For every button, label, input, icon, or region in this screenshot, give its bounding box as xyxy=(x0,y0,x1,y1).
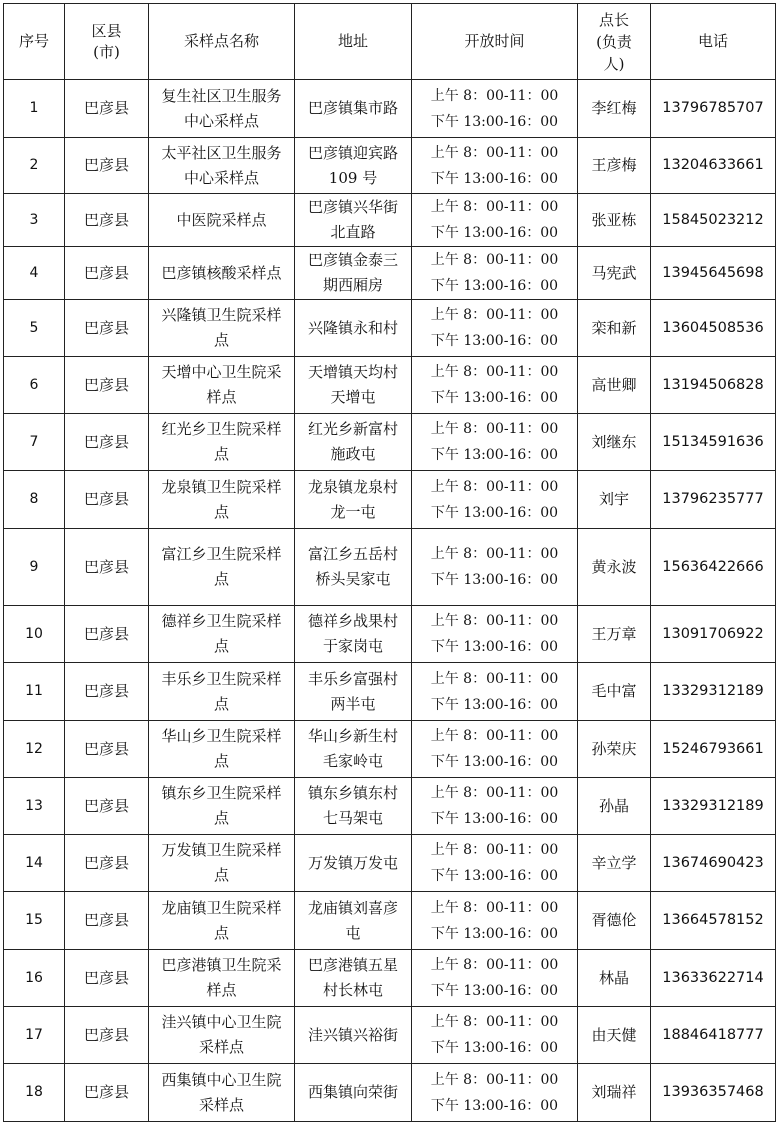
open-time-morning: 上午 8：00-11：00 xyxy=(430,1014,559,1030)
open-time-morning: 上午 8：00-11：00 xyxy=(430,87,559,104)
table-row xyxy=(4,606,776,663)
row-index: 16 xyxy=(4,950,65,1007)
row-index: 15 xyxy=(4,892,65,950)
row-open-time xyxy=(412,529,578,606)
row-phone: 13329312189 xyxy=(651,778,776,835)
header-open-time: 开放时间 xyxy=(412,4,578,80)
row-address: 龙庙镇刘喜彦屯 xyxy=(295,892,412,950)
row-site-name: 兴隆镇卫生院采样点 xyxy=(149,300,295,357)
table-row xyxy=(4,357,776,414)
row-district: 巴彦县 xyxy=(65,471,149,529)
open-time-afternoon: 下午 13:00-16：00 xyxy=(430,572,559,588)
row-site-name: 龙泉镇卫生院采样点 xyxy=(149,471,295,529)
open-time-morning: 上午 8：00-11：00 xyxy=(430,728,559,744)
row-index: 9 xyxy=(4,529,65,606)
row-leader: 刘继东 xyxy=(578,414,651,471)
row-phone: 13633622714 xyxy=(651,950,776,1007)
open-time-afternoon: 下午 13:00-16：00 xyxy=(430,333,559,349)
open-time-morning: 上午 8：00-11：00 xyxy=(430,842,559,858)
row-site-name: 富江乡卫生院采样点 xyxy=(149,529,295,606)
row-phone: 15246793661 xyxy=(651,721,776,778)
row-district: 巴彦县 xyxy=(65,194,149,247)
row-district: 巴彦县 xyxy=(65,778,149,835)
table-row xyxy=(4,1007,776,1064)
row-address: 洼兴镇兴裕街 xyxy=(295,1007,412,1064)
table-body xyxy=(4,80,776,1122)
row-index: 1 xyxy=(4,80,65,138)
row-index: 18 xyxy=(4,1064,65,1122)
row-district: 巴彦县 xyxy=(65,663,149,721)
row-open-time xyxy=(412,357,578,414)
row-open-time xyxy=(412,414,578,471)
open-time-morning: 上午 8：00-11：00 xyxy=(430,478,559,495)
open-time-morning: 上午 8：00-11：00 xyxy=(430,364,559,380)
open-time-afternoon: 下午 13:00-16：00 xyxy=(430,925,559,942)
row-phone: 13329312189 xyxy=(651,663,776,721)
row-district: 巴彦县 xyxy=(65,80,149,138)
header-row xyxy=(4,4,776,80)
table-row xyxy=(4,138,776,194)
row-site-name: 红光乡卫生院采样点 xyxy=(149,414,295,471)
open-time-afternoon: 下午 13:00-16：00 xyxy=(430,1097,559,1114)
row-site-name: 中医院采样点 xyxy=(149,194,295,247)
row-leader: 王彦梅 xyxy=(578,138,651,194)
sampling-sites-sheet xyxy=(3,3,775,1122)
row-district: 巴彦县 xyxy=(65,892,149,950)
row-index: 8 xyxy=(4,471,65,529)
open-time-afternoon: 下午 13:00-16：00 xyxy=(430,113,559,130)
row-index: 5 xyxy=(4,300,65,357)
row-site-name: 巴彦镇核酸采样点 xyxy=(149,247,295,300)
row-district: 巴彦县 xyxy=(65,529,149,606)
table-row xyxy=(4,835,776,892)
open-time-morning: 上午 8：00-11：00 xyxy=(430,899,559,916)
row-index: 4 xyxy=(4,247,65,300)
open-time-morning: 上午 8：00-11：00 xyxy=(430,613,559,629)
open-time-afternoon: 下午 13:00-16：00 xyxy=(430,504,559,521)
row-open-time xyxy=(412,835,578,892)
row-phone: 13796235777 xyxy=(651,471,776,529)
open-time-morning: 上午 8：00-11：00 xyxy=(430,546,559,562)
header-district: 区县 (市) xyxy=(65,4,149,80)
row-leader: 毛中富 xyxy=(578,663,651,721)
row-leader: 王万章 xyxy=(578,606,651,663)
table-row xyxy=(4,194,776,247)
row-site-name: 洼兴镇中心卫生院采样点 xyxy=(149,1007,295,1064)
table-row xyxy=(4,300,776,357)
row-address: 巴彦镇集市路 xyxy=(295,80,412,138)
row-index: 11 xyxy=(4,663,65,721)
row-phone: 15845023212 xyxy=(651,194,776,247)
row-leader: 张亚栋 xyxy=(578,194,651,247)
row-phone: 13945645698 xyxy=(651,247,776,300)
row-open-time xyxy=(412,300,578,357)
row-leader: 刘瑞祥 xyxy=(578,1064,651,1122)
row-phone: 13664578152 xyxy=(651,892,776,950)
row-phone: 13674690423 xyxy=(651,835,776,892)
open-time-afternoon: 下午 13:00-16：00 xyxy=(430,696,559,713)
row-open-time xyxy=(412,471,578,529)
header-site-name: 采样点名称 xyxy=(149,4,295,80)
row-open-time xyxy=(412,247,578,300)
open-time-afternoon: 下午 13:00-16：00 xyxy=(430,754,559,770)
row-open-time xyxy=(412,138,578,194)
row-index: 17 xyxy=(4,1007,65,1064)
header-leader: 点长 (负责 人) xyxy=(578,4,651,80)
row-address: 兴隆镇永和村 xyxy=(295,300,412,357)
open-time-morning: 上午 8：00-11：00 xyxy=(430,670,559,687)
row-leader: 辛立学 xyxy=(578,835,651,892)
row-leader: 胥德伦 xyxy=(578,892,651,950)
row-site-name: 龙庙镇卫生院采样点 xyxy=(149,892,295,950)
row-district: 巴彦县 xyxy=(65,835,149,892)
open-time-afternoon: 下午 13:00-16：00 xyxy=(430,170,559,187)
row-address: 巴彦镇金泰三期西厢房 xyxy=(295,247,412,300)
row-open-time xyxy=(412,778,578,835)
row-phone: 18846418777 xyxy=(651,1007,776,1064)
open-time-morning: 上午 8：00-11：00 xyxy=(430,957,559,973)
row-district: 巴彦县 xyxy=(65,414,149,471)
row-address: 巴彦港镇五星村长林屯 xyxy=(295,950,412,1007)
open-time-afternoon: 下午 13:00-16：00 xyxy=(430,639,559,655)
row-site-name: 巴彦港镇卫生院采样点 xyxy=(149,950,295,1007)
row-index: 14 xyxy=(4,835,65,892)
row-district: 巴彦县 xyxy=(65,721,149,778)
row-district: 巴彦县 xyxy=(65,357,149,414)
row-address: 镇东乡镇东村七马架屯 xyxy=(295,778,412,835)
table-row xyxy=(4,80,776,138)
row-address: 华山乡新生村毛家岭屯 xyxy=(295,721,412,778)
table-row xyxy=(4,950,776,1007)
open-time-afternoon: 下午 13:00-16：00 xyxy=(430,447,559,463)
row-district: 巴彦县 xyxy=(65,247,149,300)
row-index: 10 xyxy=(4,606,65,663)
row-site-name: 万发镇卫生院采样点 xyxy=(149,835,295,892)
open-time-afternoon: 下午 13:00-16：00 xyxy=(430,390,559,406)
row-leader: 孙荣庆 xyxy=(578,721,651,778)
row-leader: 刘宇 xyxy=(578,471,651,529)
row-phone: 15636422666 xyxy=(651,529,776,606)
row-district: 巴彦县 xyxy=(65,300,149,357)
table-row xyxy=(4,892,776,950)
row-address: 西集镇向荣街 xyxy=(295,1064,412,1122)
row-address: 天增镇天均村天增屯 xyxy=(295,357,412,414)
sampling-sites-table xyxy=(3,3,776,1122)
row-leader: 高世卿 xyxy=(578,357,651,414)
row-address: 丰乐乡富强村两半屯 xyxy=(295,663,412,721)
open-time-morning: 上午 8：00-11：00 xyxy=(430,1071,559,1088)
table-row xyxy=(4,529,776,606)
row-site-name: 华山乡卫生院采样点 xyxy=(149,721,295,778)
row-open-time xyxy=(412,950,578,1007)
row-site-name: 复生社区卫生服务中心采样点 xyxy=(149,80,295,138)
row-open-time xyxy=(412,194,578,247)
row-address: 巴彦镇兴华街北直路 xyxy=(295,194,412,247)
open-time-afternoon: 下午 13:00-16：00 xyxy=(430,225,559,241)
table-row xyxy=(4,1064,776,1122)
row-phone: 13091706922 xyxy=(651,606,776,663)
row-index: 2 xyxy=(4,138,65,194)
row-leader: 林晶 xyxy=(578,950,651,1007)
row-address: 德祥乡战果村于家岗屯 xyxy=(295,606,412,663)
row-index: 13 xyxy=(4,778,65,835)
row-site-name: 太平社区卫生服务中心采样点 xyxy=(149,138,295,194)
row-leader: 栾和新 xyxy=(578,300,651,357)
header-phone: 电话 xyxy=(651,4,776,80)
row-district: 巴彦县 xyxy=(65,138,149,194)
row-site-name: 丰乐乡卫生院采样点 xyxy=(149,663,295,721)
row-address: 龙泉镇龙泉村龙一屯 xyxy=(295,471,412,529)
table-header xyxy=(4,4,776,80)
row-phone: 13936357468 xyxy=(651,1064,776,1122)
table-row xyxy=(4,471,776,529)
row-district: 巴彦县 xyxy=(65,1064,149,1122)
row-open-time xyxy=(412,1064,578,1122)
open-time-morning: 上午 8：00-11：00 xyxy=(430,144,559,161)
open-time-afternoon: 下午 13:00-16：00 xyxy=(430,278,559,294)
open-time-morning: 上午 8：00-11：00 xyxy=(430,252,559,268)
row-index: 7 xyxy=(4,414,65,471)
row-leader: 由天健 xyxy=(578,1007,651,1064)
row-phone: 13796785707 xyxy=(651,80,776,138)
row-leader: 李红梅 xyxy=(578,80,651,138)
table-row xyxy=(4,663,776,721)
table-row xyxy=(4,247,776,300)
open-time-afternoon: 下午 13:00-16：00 xyxy=(430,868,559,884)
table-row xyxy=(4,721,776,778)
row-phone: 15134591636 xyxy=(651,414,776,471)
open-time-morning: 上午 8：00-11：00 xyxy=(430,307,559,323)
row-address: 红光乡新富村施政屯 xyxy=(295,414,412,471)
row-site-name: 天增中心卫生院采样点 xyxy=(149,357,295,414)
row-open-time xyxy=(412,892,578,950)
row-leader: 马宪武 xyxy=(578,247,651,300)
row-address: 巴彦镇迎宾路 109 号 xyxy=(295,138,412,194)
header-index: 序号 xyxy=(4,4,65,80)
row-leader: 黄永波 xyxy=(578,529,651,606)
open-time-morning: 上午 8：00-11：00 xyxy=(430,785,559,801)
open-time-afternoon: 下午 13:00-16：00 xyxy=(430,811,559,827)
row-district: 巴彦县 xyxy=(65,1007,149,1064)
open-time-morning: 上午 8：00-11：00 xyxy=(430,421,559,437)
row-site-name: 西集镇中心卫生院采样点 xyxy=(149,1064,295,1122)
row-address: 富江乡五岳村桥头吴家屯 xyxy=(295,529,412,606)
row-site-name: 德祥乡卫生院采样点 xyxy=(149,606,295,663)
row-phone: 13204633661 xyxy=(651,138,776,194)
row-phone: 13194506828 xyxy=(651,357,776,414)
row-index: 12 xyxy=(4,721,65,778)
row-index: 6 xyxy=(4,357,65,414)
row-address: 万发镇万发屯 xyxy=(295,835,412,892)
row-district: 巴彦县 xyxy=(65,606,149,663)
open-time-morning: 上午 8：00-11：00 xyxy=(430,199,559,215)
open-time-afternoon: 下午 13:00-16：00 xyxy=(430,1040,559,1056)
row-open-time xyxy=(412,1007,578,1064)
row-site-name: 镇东乡卫生院采样点 xyxy=(149,778,295,835)
row-open-time xyxy=(412,663,578,721)
header-address: 地址 xyxy=(295,4,412,80)
row-phone: 13604508536 xyxy=(651,300,776,357)
open-time-afternoon: 下午 13:00-16：00 xyxy=(430,983,559,999)
table-row xyxy=(4,414,776,471)
row-index: 3 xyxy=(4,194,65,247)
row-open-time xyxy=(412,606,578,663)
row-open-time xyxy=(412,721,578,778)
row-open-time xyxy=(412,80,578,138)
row-leader: 孙晶 xyxy=(578,778,651,835)
row-district: 巴彦县 xyxy=(65,950,149,1007)
table-row xyxy=(4,778,776,835)
